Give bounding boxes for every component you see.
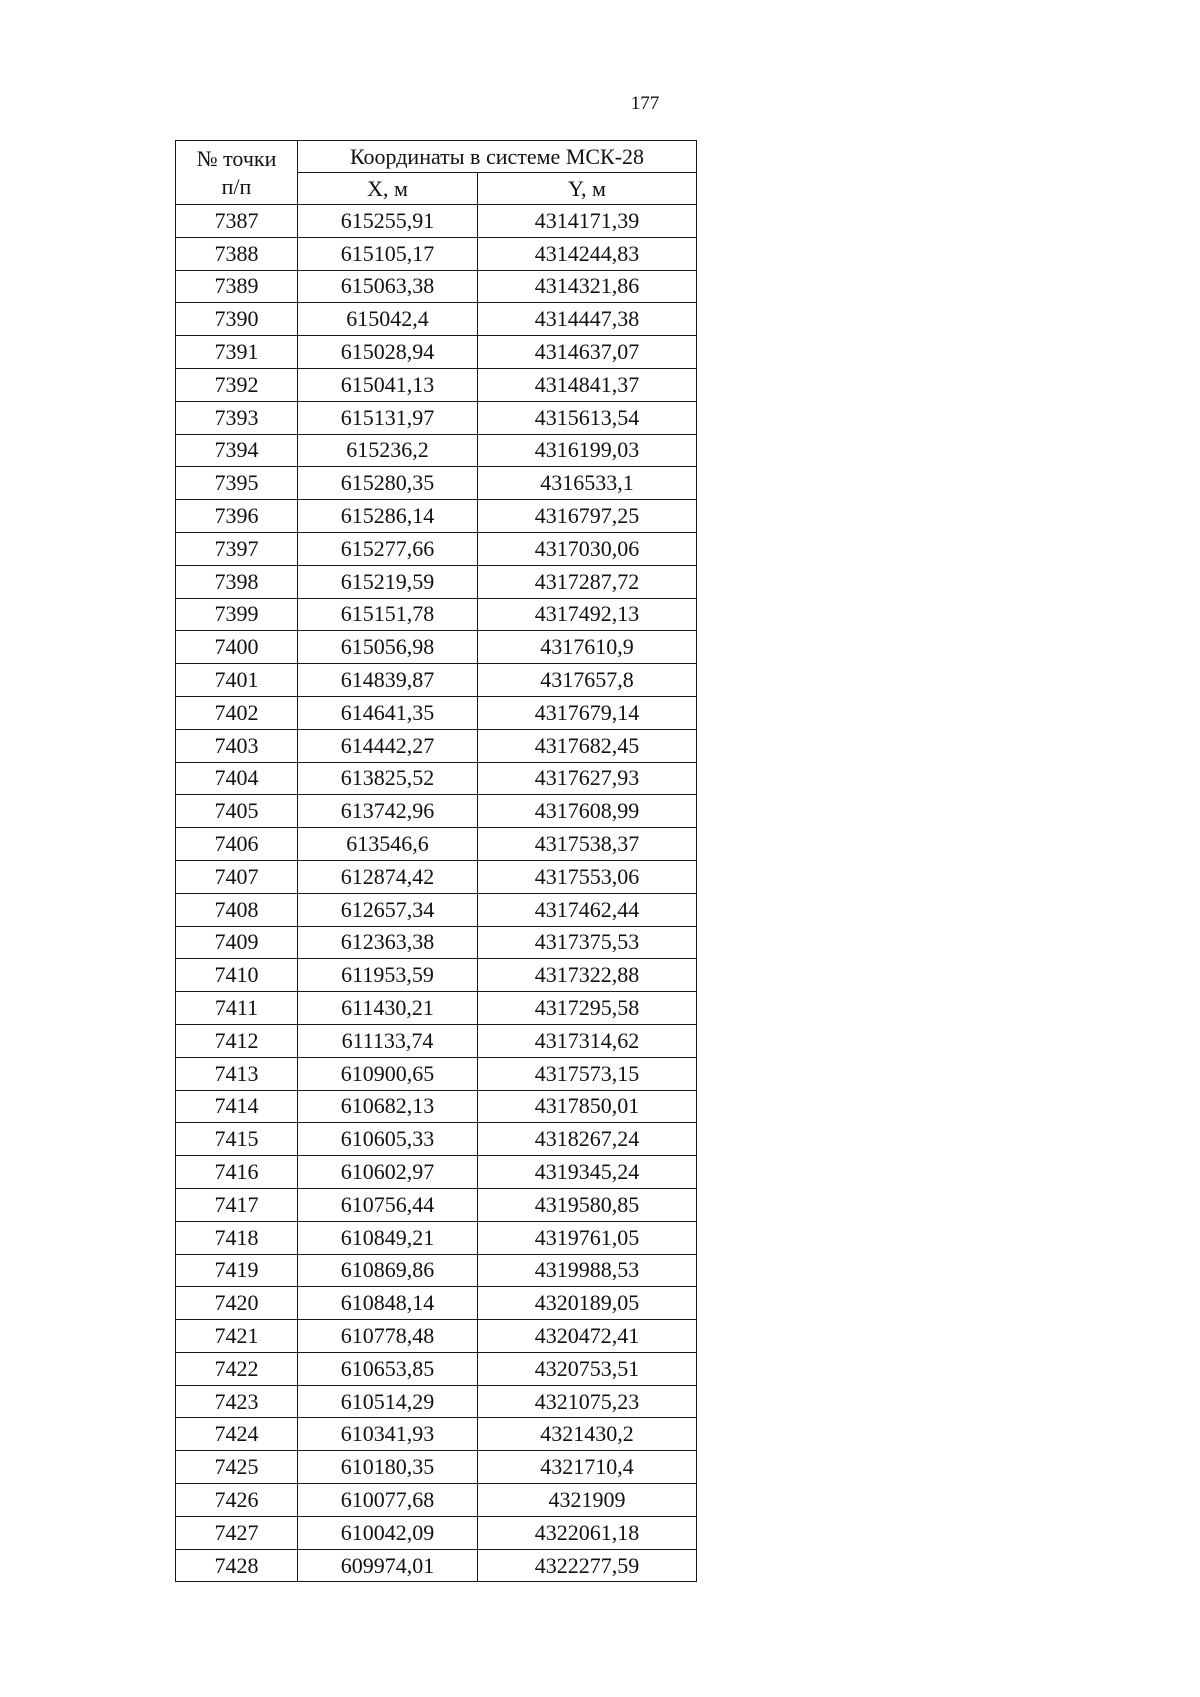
x-coordinate-cell: 610848,14 <box>298 1287 478 1320</box>
x-column-header: X, м <box>298 173 478 205</box>
x-coordinate-cell: 610042,09 <box>298 1516 478 1549</box>
point-number-cell: 7394 <box>176 434 298 467</box>
x-coordinate-cell: 610602,97 <box>298 1156 478 1189</box>
x-coordinate-cell: 615277,66 <box>298 532 478 565</box>
y-coordinate-cell: 4314637,07 <box>478 336 697 369</box>
point-number-cell: 7402 <box>176 696 298 729</box>
x-coordinate-cell: 610180,35 <box>298 1451 478 1484</box>
y-coordinate-cell: 4318267,24 <box>478 1123 697 1156</box>
y-coordinate-cell: 4316533,1 <box>478 467 697 500</box>
point-number-cell: 7396 <box>176 500 298 533</box>
y-coordinate-cell: 4317850,01 <box>478 1090 697 1123</box>
y-coordinate-cell: 4317610,9 <box>478 631 697 664</box>
x-coordinate-cell: 615280,35 <box>298 467 478 500</box>
table-row <box>176 926 697 959</box>
x-coordinate-cell: 611953,59 <box>298 959 478 992</box>
table-row <box>176 1221 697 1254</box>
point-number-cell: 7421 <box>176 1320 298 1353</box>
table-row <box>176 1516 697 1549</box>
point-number-cell: 7388 <box>176 237 298 270</box>
point-number-cell: 7412 <box>176 1024 298 1057</box>
y-coordinate-cell: 4317375,53 <box>478 926 697 959</box>
table-row <box>176 1484 697 1517</box>
point-number-cell: 7411 <box>176 992 298 1025</box>
x-coordinate-cell: 610682,13 <box>298 1090 478 1123</box>
table-row <box>176 1418 697 1451</box>
point-number-cell: 7423 <box>176 1385 298 1418</box>
x-coordinate-cell: 614839,87 <box>298 664 478 697</box>
y-coordinate-cell: 4320753,51 <box>478 1352 697 1385</box>
y-coordinate-cell: 4322061,18 <box>478 1516 697 1549</box>
table-header <box>176 141 697 205</box>
table-row <box>176 1320 697 1353</box>
y-coordinate-cell: 4317295,58 <box>478 992 697 1025</box>
x-coordinate-cell: 610756,44 <box>298 1188 478 1221</box>
table-row <box>176 1352 697 1385</box>
table-row <box>176 1451 697 1484</box>
point-number-cell: 7405 <box>176 795 298 828</box>
point-number-cell: 7417 <box>176 1188 298 1221</box>
table-row <box>176 368 697 401</box>
point-number-cell: 7422 <box>176 1352 298 1385</box>
point-number-cell: 7415 <box>176 1123 298 1156</box>
point-number-cell: 7397 <box>176 532 298 565</box>
x-coordinate-cell: 615042,4 <box>298 303 478 336</box>
table-row <box>176 1287 697 1320</box>
point-number-cell: 7426 <box>176 1484 298 1517</box>
x-coordinate-cell: 610900,65 <box>298 1057 478 1090</box>
y-coordinate-cell: 4314447,38 <box>478 303 697 336</box>
point-number-cell: 7404 <box>176 762 298 795</box>
y-coordinate-cell: 4314244,83 <box>478 237 697 270</box>
y-coordinate-cell: 4317462,44 <box>478 893 697 926</box>
y-coordinate-cell: 4317553,06 <box>478 860 697 893</box>
x-coordinate-cell: 614442,27 <box>298 729 478 762</box>
point-number-cell: 7416 <box>176 1156 298 1189</box>
y-coordinate-cell: 4319345,24 <box>478 1156 697 1189</box>
table-row <box>176 1057 697 1090</box>
x-coordinate-cell: 615028,94 <box>298 336 478 369</box>
table-row <box>176 500 697 533</box>
point-number-header-line2: п/п <box>221 173 252 199</box>
point-number-cell: 7395 <box>176 467 298 500</box>
table-row <box>176 598 697 631</box>
table-row <box>176 860 697 893</box>
point-number-cell: 7418 <box>176 1221 298 1254</box>
y-coordinate-cell: 4317538,37 <box>478 828 697 861</box>
point-number-cell: 7414 <box>176 1090 298 1123</box>
point-number-cell: 7390 <box>176 303 298 336</box>
table-row <box>176 303 697 336</box>
point-number-cell: 7389 <box>176 270 298 303</box>
table-row <box>176 336 697 369</box>
x-coordinate-cell: 610653,85 <box>298 1352 478 1385</box>
x-coordinate-cell: 610605,33 <box>298 1123 478 1156</box>
x-coordinate-cell: 615105,17 <box>298 237 478 270</box>
x-coordinate-cell: 609974,01 <box>298 1549 478 1582</box>
table-row <box>176 237 697 270</box>
y-column-header: Y, м <box>478 173 697 205</box>
y-coordinate-cell: 4316797,25 <box>478 500 697 533</box>
y-coordinate-cell: 4317657,8 <box>478 664 697 697</box>
table-row <box>176 1024 697 1057</box>
point-number-cell: 7391 <box>176 336 298 369</box>
table-row <box>176 1156 697 1189</box>
y-coordinate-cell: 4321430,2 <box>478 1418 697 1451</box>
table-row <box>176 828 697 861</box>
point-number-cell: 7393 <box>176 401 298 434</box>
y-coordinate-cell: 4317573,15 <box>478 1057 697 1090</box>
x-coordinate-cell: 610849,21 <box>298 1221 478 1254</box>
x-coordinate-cell: 615286,14 <box>298 500 478 533</box>
y-coordinate-cell: 4321710,4 <box>478 1451 697 1484</box>
x-coordinate-cell: 615041,13 <box>298 368 478 401</box>
y-coordinate-cell: 4321909 <box>478 1484 697 1517</box>
y-coordinate-cell: 4315613,54 <box>478 401 697 434</box>
x-coordinate-cell: 615131,97 <box>298 401 478 434</box>
point-number-cell: 7425 <box>176 1451 298 1484</box>
x-coordinate-cell: 613742,96 <box>298 795 478 828</box>
point-number-cell: 7420 <box>176 1287 298 1320</box>
y-coordinate-cell: 4317679,14 <box>478 696 697 729</box>
page-number: 177 <box>630 93 660 114</box>
y-coordinate-cell: 4320472,41 <box>478 1320 697 1353</box>
table-row <box>176 893 697 926</box>
point-number-cell: 7400 <box>176 631 298 664</box>
point-number-cell: 7424 <box>176 1418 298 1451</box>
y-coordinate-cell: 4321075,23 <box>478 1385 697 1418</box>
header-row-1 <box>176 141 697 173</box>
table-row <box>176 762 697 795</box>
x-coordinate-cell: 615219,59 <box>298 565 478 598</box>
table-body <box>176 205 697 1582</box>
coordinate-system-header: Координаты в системе МСК-28 <box>298 141 697 173</box>
point-number-header-line1: № точки <box>196 145 277 171</box>
table-row <box>176 532 697 565</box>
y-coordinate-cell: 4314841,37 <box>478 368 697 401</box>
point-number-cell: 7398 <box>176 565 298 598</box>
table-row <box>176 1254 697 1287</box>
y-coordinate-cell: 4319580,85 <box>478 1188 697 1221</box>
x-coordinate-cell: 610077,68 <box>298 1484 478 1517</box>
table-row <box>176 270 697 303</box>
y-coordinate-cell: 4319988,53 <box>478 1254 697 1287</box>
x-coordinate-cell: 615255,91 <box>298 205 478 238</box>
table-row <box>176 1123 697 1156</box>
x-coordinate-cell: 615151,78 <box>298 598 478 631</box>
x-coordinate-cell: 610778,48 <box>298 1320 478 1353</box>
table-row <box>176 729 697 762</box>
y-coordinate-cell: 4317287,72 <box>478 565 697 598</box>
x-coordinate-cell: 611430,21 <box>298 992 478 1025</box>
y-coordinate-cell: 4317627,93 <box>478 762 697 795</box>
point-number-cell: 7427 <box>176 1516 298 1549</box>
y-coordinate-cell: 4316199,03 <box>478 434 697 467</box>
table-row <box>176 467 697 500</box>
point-number-cell: 7428 <box>176 1549 298 1582</box>
y-coordinate-cell: 4317314,62 <box>478 1024 697 1057</box>
table-row <box>176 959 697 992</box>
x-coordinate-cell: 610869,86 <box>298 1254 478 1287</box>
y-coordinate-cell: 4317608,99 <box>478 795 697 828</box>
point-number-cell: 7409 <box>176 926 298 959</box>
x-coordinate-cell: 615236,2 <box>298 434 478 467</box>
point-number-cell: 7410 <box>176 959 298 992</box>
y-coordinate-cell: 4314321,86 <box>478 270 697 303</box>
point-number-cell: 7408 <box>176 893 298 926</box>
point-number-cell: 7392 <box>176 368 298 401</box>
coordinates-table <box>175 140 697 1582</box>
table-row <box>176 1385 697 1418</box>
point-number-cell: 7406 <box>176 828 298 861</box>
point-number-cell: 7399 <box>176 598 298 631</box>
table-row <box>176 1188 697 1221</box>
table-row <box>176 1549 697 1582</box>
x-coordinate-cell: 610341,93 <box>298 1418 478 1451</box>
point-number-cell: 7401 <box>176 664 298 697</box>
table-row <box>176 992 697 1025</box>
table-row <box>176 565 697 598</box>
point-number-cell: 7407 <box>176 860 298 893</box>
table-row <box>176 434 697 467</box>
table-row <box>176 205 697 238</box>
y-coordinate-cell: 4322277,59 <box>478 1549 697 1582</box>
y-coordinate-cell: 4317492,13 <box>478 598 697 631</box>
x-coordinate-cell: 613825,52 <box>298 762 478 795</box>
table-row <box>176 631 697 664</box>
x-coordinate-cell: 612874,42 <box>298 860 478 893</box>
point-number-cell: 7387 <box>176 205 298 238</box>
x-coordinate-cell: 615056,98 <box>298 631 478 664</box>
y-coordinate-cell: 4320189,05 <box>478 1287 697 1320</box>
table-row <box>176 664 697 697</box>
point-number-cell: 7403 <box>176 729 298 762</box>
x-coordinate-cell: 614641,35 <box>298 696 478 729</box>
table-row <box>176 795 697 828</box>
x-coordinate-cell: 610514,29 <box>298 1385 478 1418</box>
point-number-cell: 7413 <box>176 1057 298 1090</box>
point-number-cell: 7419 <box>176 1254 298 1287</box>
y-coordinate-cell: 4319761,05 <box>478 1221 697 1254</box>
table-row <box>176 1090 697 1123</box>
point-number-header-cell <box>176 141 298 205</box>
x-coordinate-cell: 612657,34 <box>298 893 478 926</box>
x-coordinate-cell: 613546,6 <box>298 828 478 861</box>
y-coordinate-cell: 4317030,06 <box>478 532 697 565</box>
x-coordinate-cell: 615063,38 <box>298 270 478 303</box>
x-coordinate-cell: 611133,74 <box>298 1024 478 1057</box>
table-row <box>176 696 697 729</box>
x-coordinate-cell: 612363,38 <box>298 926 478 959</box>
table-row <box>176 401 697 434</box>
y-coordinate-cell: 4317322,88 <box>478 959 697 992</box>
y-coordinate-cell: 4317682,45 <box>478 729 697 762</box>
y-coordinate-cell: 4314171,39 <box>478 205 697 238</box>
